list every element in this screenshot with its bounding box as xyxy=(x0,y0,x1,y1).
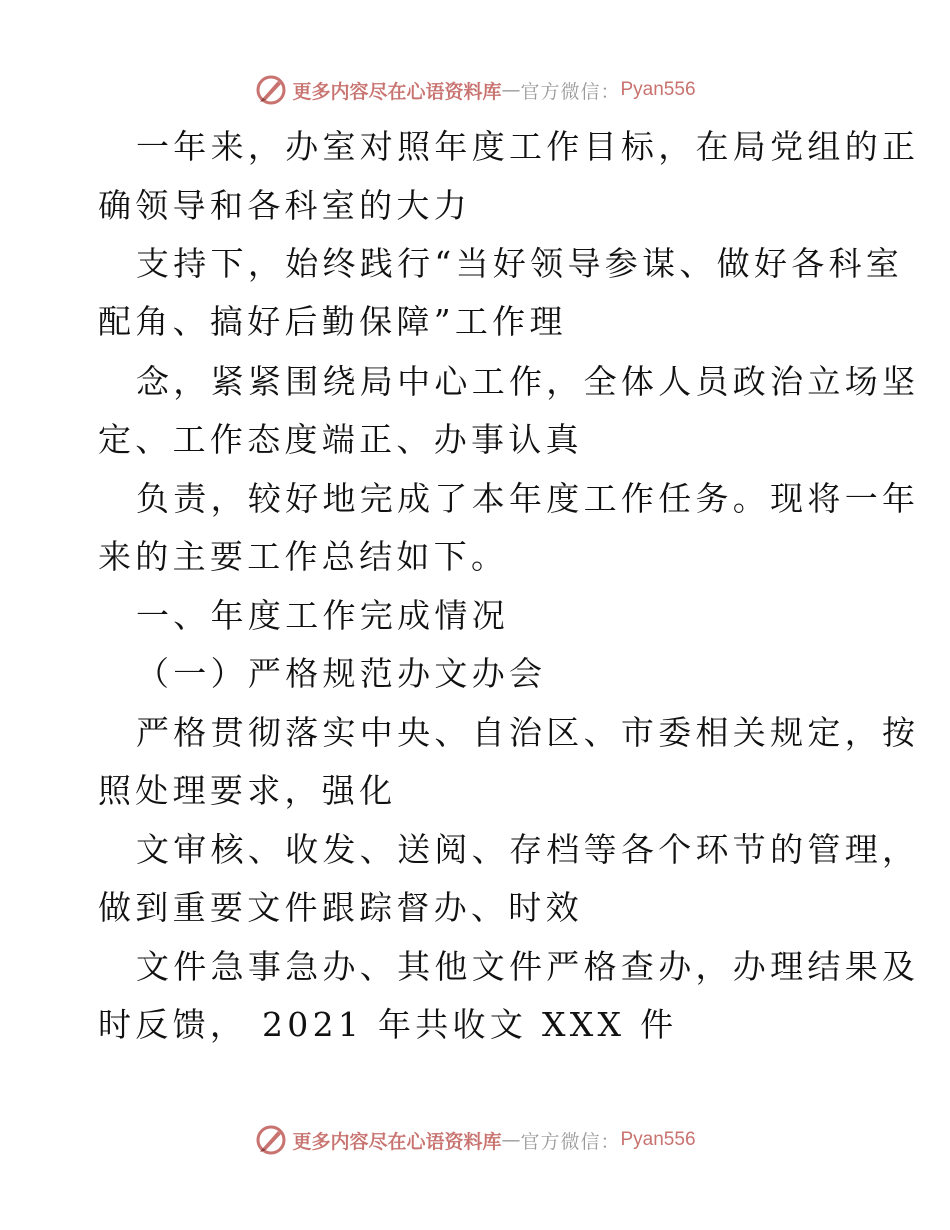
watermark-main-text: 更多内容尽在心语资料库 xyxy=(292,1130,502,1153)
watermark-wechat-label: 官方微信： xyxy=(520,1130,621,1153)
text-line: 支持下，始终践行“当好领导参谋、做好各科室 xyxy=(136,244,904,283)
text-line: 做到重要文件跟踪督办、时效 xyxy=(98,888,583,927)
subsection-heading: （一）严格规范办文办会 xyxy=(136,654,547,693)
watermark-wechat-id: Pyan556 xyxy=(620,79,696,100)
watermark-main-text: 更多内容尽在心语资料库 xyxy=(292,80,502,103)
text-line: 确领导和各科室的大力 xyxy=(98,186,471,225)
text-line: 严格贯彻落实中央、自治区、市委相关规定，按 xyxy=(136,713,920,752)
watermark-separator: — xyxy=(501,1129,521,1151)
text-line: 定、工作态度端正、办事认真 xyxy=(98,420,583,459)
text-line: 念，紧紧围绕局中心工作，全体人员政治立场坚 xyxy=(136,362,920,401)
text-line: 来的主要工作总结如下。 xyxy=(98,537,509,576)
text-line: 照处理要求，强化 xyxy=(98,771,397,810)
section-heading: 一、年度工作完成情况 xyxy=(136,596,509,635)
watermark-wechat-id: Pyan556 xyxy=(620,1129,696,1150)
text-line: 配角、搞好后勤保障”工作理 xyxy=(98,302,567,341)
text-line: 文审核、收发、送阅、存档等各个环节的管理， xyxy=(136,830,920,869)
text-line: 文件急事急办、其他文件严格查办，办理结果及 xyxy=(136,947,920,986)
quill-logo-icon xyxy=(254,1123,288,1157)
watermark-separator: — xyxy=(501,79,521,101)
text-line: 一年来，办室对照年度工作目标，在局党组的正 xyxy=(136,127,920,166)
watermark-wechat-label: 官方微信： xyxy=(520,80,621,103)
footer-watermark xyxy=(0,1120,950,1160)
text-line: 时反馈， 2021 年共收文 XXX 件 xyxy=(98,1005,678,1044)
header-watermark xyxy=(0,70,950,110)
text-line: 负责，较好地完成了本年度工作任务。现将一年 xyxy=(136,479,920,518)
quill-logo-icon xyxy=(254,73,288,107)
